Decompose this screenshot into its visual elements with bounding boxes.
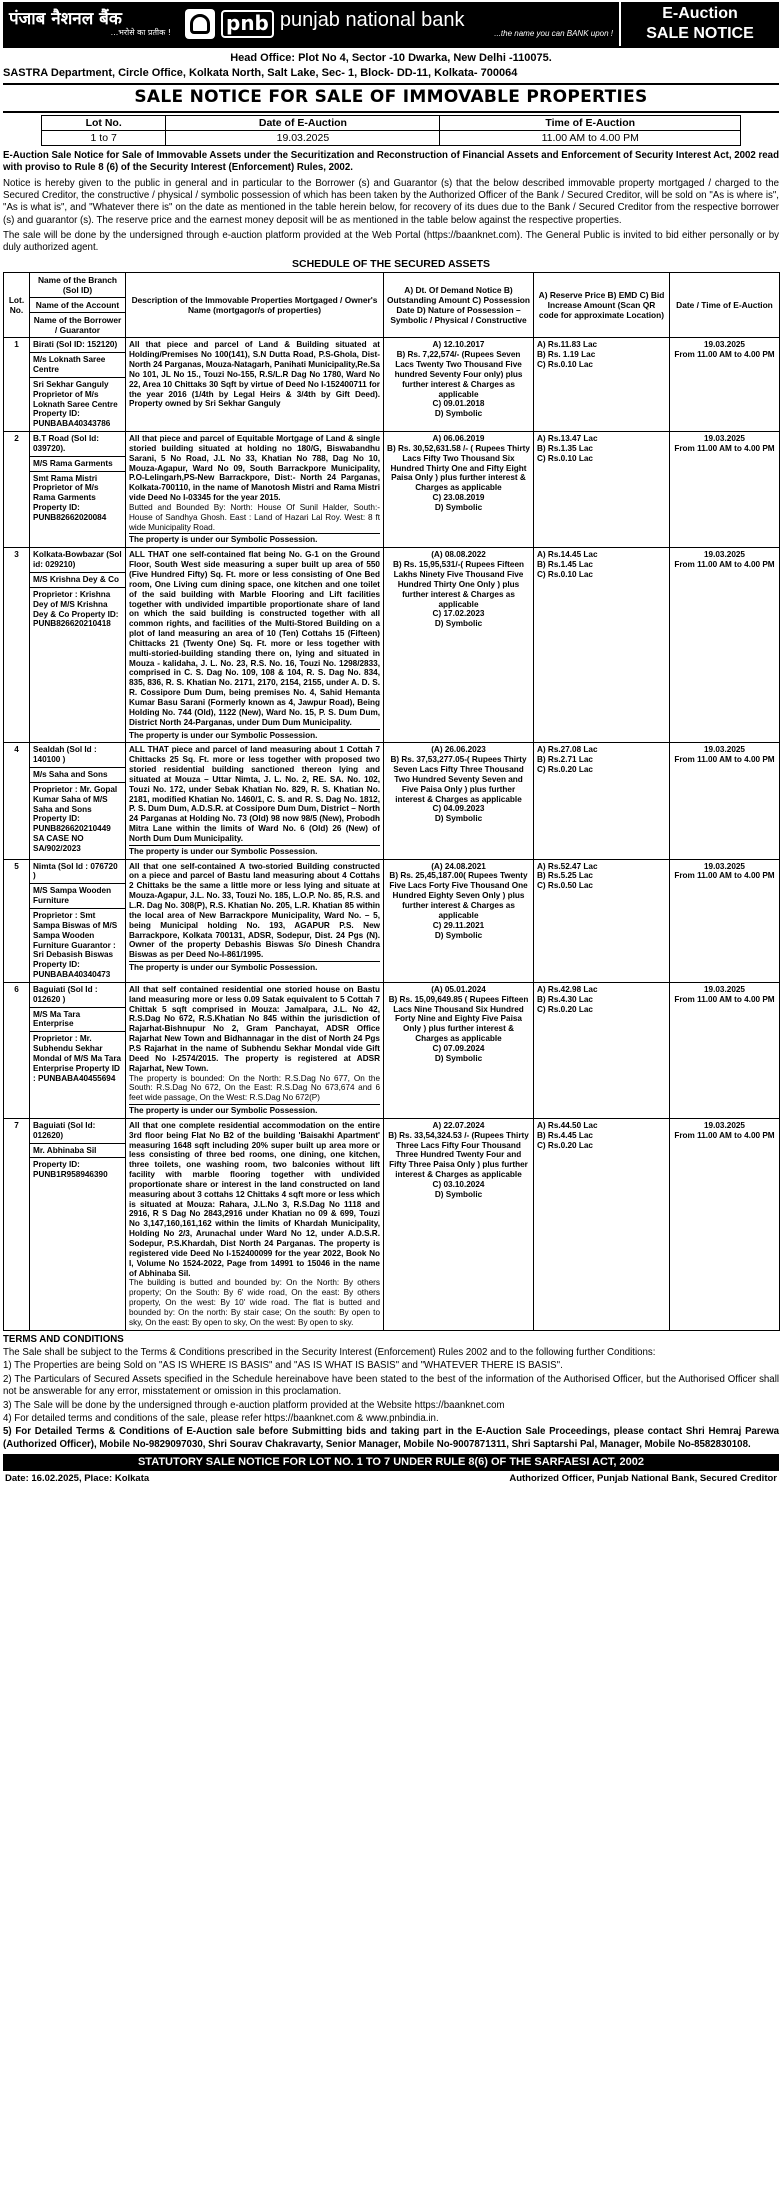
lot-datetime-cell — [670, 859, 780, 982]
lot-demand-line: D) Symbolic — [434, 409, 483, 419]
term-1: 1) The Properties are being Sold on "AS IS WHERE IS BASIS" and "AS IS WHAT IS BASIS" and "WHATEVER THERE IS BASIS". — [3, 1360, 563, 1372]
lot-branch-cell — [30, 338, 126, 432]
lot-demand-cell — [384, 432, 534, 548]
meta-time-value: 11.00 AM to 4.00 PM — [440, 130, 741, 145]
lot-reserve-cell — [534, 743, 670, 859]
lot-datetime-line: From 11.00 AM to 4.00 PM — [674, 443, 775, 453]
lot-reserve-cell — [534, 548, 670, 743]
lots-body — [4, 338, 780, 1330]
lot-demand-line: B) Rs. 37,53,277.05-( Rupees Thirty Seven Lacs Fifty Three Thousand Two Hundred Seventy Seven and Five Paisa Only ) plus further interest & Charges as applicable — [390, 755, 527, 804]
lot-number: 3 — [4, 548, 30, 743]
hindi-name-text: पंजाब नैशनल बैंक — [9, 9, 122, 30]
lot-branch-cell — [30, 982, 126, 1118]
intro-paragraph-3: The sale will be done by the undersigned through e-auction platform provided at the Web Portal (https://baanknet.com). The General Public is invited to bid either personally or by duly authorized agent. — [3, 230, 779, 254]
lot-reserve-line: B) Rs.5.25 Lac — [537, 871, 593, 881]
lot-demand-line: A) 22.07.2024 — [432, 1120, 485, 1130]
lot-branch-line: M/S Sampa Wooden Furniture — [30, 884, 125, 909]
meta-lot-value: 1 to 7 — [42, 130, 166, 145]
lot-datetime-line: 19.03.2025 — [704, 340, 745, 350]
lot-datetime-line: From 11.00 AM to 4.00 PM — [674, 560, 775, 570]
lot-datetime-line: 19.03.2025 — [704, 550, 745, 560]
lot-reserve-line: C) Rs.0.20 Lac — [537, 1004, 593, 1014]
footer-date-place: Date: 16.02.2025, Place: Kolkata — [5, 1473, 150, 1485]
lot-reserve-line: A) Rs.27.08 Lac — [537, 745, 598, 755]
lot-reserve-line: C) Rs.0.10 Lac — [537, 453, 593, 463]
lot-demand-cell — [384, 982, 534, 1118]
lot-demand-line: B) Rs. 33,54,324.53 /- (Rupees Thirty Three Lacs Fifty Four Thousand Three Hundred Twenty Four and Fifty Three Paisa Only ) plus further interest & Charges as applicable — [388, 1130, 529, 1180]
lot-description: All that piece and parcel of Land & Building situated at Holding/Premises No 100(141), S.N Dutta Road, P.S-Ghola, Dist-North 24 Parganas, Mouza-Natagarh, Panihati Municipality,Re.Sa No 101, JL No 15., Touzi No-155, R.S/L.R Dag No 1780, Ward No 22, Area 10 Chittaks 30 Sqft by virtue of Deed No I-152400711 for the year 2016 (1/4th by Legal Heirs & 3/4th by Gift Deed). Property owned by Sri Sekhar Ganguly — [129, 340, 380, 409]
lot-reserve-line: B) Rs.1.45 Lac — [537, 560, 593, 570]
footer — [3, 1471, 779, 1484]
col-account-name: Name of the Account — [30, 298, 125, 313]
head-office-line: Head Office: Plot No 4, Sector -10 Dwarka, New Delhi -110075. — [230, 52, 552, 64]
lot-reserve-cell — [534, 859, 670, 982]
lot-row — [4, 548, 780, 743]
col-branch — [30, 272, 126, 337]
lot-datetime-line: 19.03.2025 — [704, 745, 745, 755]
lot-reserve-line: A) Rs.42.98 Lac — [537, 984, 598, 994]
lot-possession-note: The property is under our Symbolic Possession. — [129, 729, 380, 741]
lot-demand-cell — [384, 338, 534, 432]
lot-description: All that piece and parcel of Equitable Mortgage of Land & single storied building situated at holding no 180/G, Biswabandhu Sarani, 5 No Road, J.L No 33, Khatian No 788, Dag No 10, Mouza-Agapur, Ward No 09, South Barrackpore Municipality, P.O-Lelingarh,PS-New Barrackpore, Dist:- North 24 Parganas, Kolkata-700110, in the name of Manotosh Mistri and Rama Mistri vide Deed No I-03345 for the year 2015. — [129, 434, 380, 503]
lot-description-cell — [126, 743, 384, 859]
lot-boundaries: The building is butted and bounded by: On the North: By others property; On the South: By 6' wide road, On the east: By others property, On the west: By 10' wide road. The flat is butted and bounded by: On the north: By stair case; On the south: By open to sky, On the east: By open to sky, On the west: By open to sky. — [129, 1278, 380, 1327]
lot-datetime-cell — [670, 1118, 780, 1330]
lot-datetime-line: From 11.00 AM to 4.00 PM — [674, 871, 775, 881]
col-description: Description of the Immovable Properties Mortgaged / Owner's Name (mortgagor/s of properties) — [126, 272, 384, 337]
lot-datetime-line: From 11.00 AM to 4.00 PM — [674, 1130, 775, 1140]
lot-branch-cell — [30, 859, 126, 982]
lot-demand-line: D) Symbolic — [434, 930, 483, 940]
schedule-title: SCHEDULE OF THE SECURED ASSETS — [292, 257, 490, 270]
circle-office-line: SASTRA Department, Circle Office, Kolkata North, Salt Lake, Sec- 1, Block- DD-11, Kolkata- 700064 — [3, 66, 518, 79]
lot-reserve-line: C) Rs.0.20 Lac — [537, 765, 593, 775]
lot-demand-line: (A) 26.06.2023 — [431, 745, 486, 755]
lot-description: All that self contained residential one storied house on Bastu land measuring more or less 0.09 Satak equivalent to 5 Cottah 7 Chittak 5 sqft comprised in Mouza: Jamalpara, J.L. No 42, R.S.Dag No 672, R.S.Khatian No 845 within the jurisdiction of Rajarhat-Bishnupur No 2, Gram Panchayat, ADSR Office Rajarhat New Town and Bidhannagar in the dist of North 24 Pgs P.S Rajarhat in the name of Subhendu Sekhar Mondal vide Gift Deed No I-2574/2015. The property is registered at ADSR Rajarhat, New Town. — [129, 984, 380, 1073]
lot-description: All that one complete residential accommodation on the entire 3rd floor being Flat No B2 of the building 'Baisakhi Apartment' measuring 1648 sqft including 20% super built up area more or less consisting of three bed rooms, one dining, one kitchen, three toilets, one washing room, two balconies without lift facility with marble flooring together with undivided proportionate share or interest in the land constructed on land measuring about 3 cottahs 12 Chittaks 4 sqft more or less which is situated at Mouza: Rahara, J.L.No 3, R.S.Dag No 1118 and 2916, R S Dag No 2843,2916 under Khatian no 09 & 699, Touzi No 3,147,160,161,162 within the limits of Khardah Municipality, Holding No 2/3, Arunachal under Ward No 12, under A.D.S.R. Sodepur, P.S.Khardah, Dist North 24 Parganas. The property is registered vide Deed No I-152400099 for the year 2022, Book No I, Volume No 1524-2022, Page from 14991 to 15046 in the name of Abhinaba Sil. — [129, 1120, 380, 1278]
footer-signatory: Authorized Officer, Punjab National Bank, Secured Creditor — [509, 1473, 777, 1485]
term-3: 3) The Sale will be done by the undersigned through e-auction platform provided at the Website https://baanknet.com — [3, 1399, 505, 1411]
lot-branch-line: Sri Sekhar Ganguly Proprietor of M/s Loknath Saree Centre Property ID: PUNBABA40343786 — [33, 379, 118, 429]
lot-demand-line: C) 04.09.2023 — [432, 804, 485, 814]
lot-datetime-cell — [670, 982, 780, 1118]
lot-demand-line: B) Rs. 30,52,631.58 /- ( Rupees Thirty Lacs Fifty Two Thousand Six Hundred Thirty One and Fifty Eight Paisa Only ) plus further interest & Charges as applicable — [387, 443, 530, 493]
lot-branch-line: Kolkata-Bowbazar (Sol id: 029210) — [30, 548, 125, 573]
terms-intro: The Sale shall be subject to the Terms & Conditions prescribed in the Security Interest (Enforcement) Rules 2002 and to the following further Conditions: — [3, 1347, 656, 1359]
lot-datetime-cell — [670, 432, 780, 548]
english-name-text: punjab national bank — [279, 9, 465, 31]
lot-datetime-line: 19.03.2025 — [704, 434, 745, 444]
term-4: 4) For detailed terms and conditions of the sale, please refer https://baanknet.com & www.pnbindia.in. — [3, 1413, 439, 1425]
lot-possession-note: The property is under our Symbolic Possession. — [129, 845, 380, 857]
pnb-logo-text: pnb — [221, 10, 274, 37]
lot-branch-line: Sealdah (Sol Id : 140100 ) — [30, 743, 125, 768]
lot-reserve-line: B) Rs.4.45 Lac — [537, 1130, 593, 1140]
col-demand: A) Dt. Of Demand Notice B) Outstanding Amount C) Possession Date D) Nature of Possession – Symbolic / Physical / Constructive — [384, 272, 534, 337]
lot-branch-cell — [30, 1118, 126, 1330]
lot-branch-line: M/S Rama Garments — [30, 457, 125, 472]
lot-reserve-line: A) Rs.52.47 Lac — [537, 861, 598, 871]
term-5: 5) For Detailed Terms & Conditions of E-Auction sale before Submitting bids and taking part in the E-Auction Sale Proceedings, please contact Shri Hemraj Parewa (Authorized Officer), Mobile No-9829097030, Shri Sourav Chakravarty, Senior Manager, Mobile No-9007871311, Shri Saptarshi Pal, Manager, Mobile No-8582830108. — [3, 1426, 779, 1450]
lot-description-cell — [126, 1118, 384, 1330]
lot-demand-line: C) 09.01.2018 — [432, 399, 485, 409]
secured-assets-table — [3, 272, 780, 1331]
lot-demand-cell — [384, 1118, 534, 1330]
lot-reserve-line: C) Rs.0.10 Lac — [537, 570, 593, 580]
lot-number: 7 — [4, 1118, 30, 1330]
lot-number: 4 — [4, 743, 30, 859]
lot-branch-line: M/S Ma Tara Enterprise — [30, 1008, 125, 1033]
lot-datetime-line: From 11.00 AM to 4.00 PM — [674, 994, 775, 1004]
lot-boundaries: The property is bounded: On the North: R.S.Dag No 677, On the South: R.S.Dag No 672, On the East: R.S.Dag No 673,674 and 6 feet wide passage, On the West: R.S.Dag No 672(P) — [129, 1073, 380, 1103]
lot-demand-line: C) 07.09.2024 — [432, 1043, 485, 1053]
lot-demand-line: D) Symbolic — [434, 1053, 483, 1063]
bank-header — [3, 2, 779, 48]
lot-branch-line: Smt Rama Mistri Proprietor of M/s Rama Garments Property ID: PUNB82662020084 — [33, 473, 107, 522]
lot-possession-note: The property is under our Symbolic Possession. — [129, 533, 380, 545]
lot-branch-line: B.T Road (Sol Id: 039720). — [30, 432, 125, 457]
lot-demand-line: C) 17.02.2023 — [432, 609, 485, 619]
lot-description-cell — [126, 982, 384, 1118]
meta-header-time: Time of E-Auction — [440, 115, 741, 130]
notice-title: SALE NOTICE FOR SALE OF IMMOVABLE PROPERTIES — [3, 83, 779, 113]
lot-datetime-line: 19.03.2025 — [704, 861, 745, 871]
lot-reserve-line: C) Rs.0.20 Lac — [537, 1140, 593, 1150]
lot-demand-cell — [384, 548, 534, 743]
lot-reserve-line: C) Rs.0.50 Lac — [537, 881, 593, 891]
pnb-logo-icon — [185, 9, 215, 39]
lot-datetime-cell — [670, 548, 780, 743]
lot-row — [4, 432, 780, 548]
lot-demand-cell — [384, 743, 534, 859]
lot-reserve-line: A) Rs.13.47 Lac — [537, 434, 598, 444]
lot-demand-line: D) Symbolic — [434, 814, 483, 824]
lot-demand-line: B) Rs. 7,22,574/- (Rupees Seven Lacs Twenty Two Thousand Five hundred Seventy Four only) plus further interest & Charges as applicable — [394, 350, 523, 399]
lot-branch-line: Baguiati (Sol Id: 012620) — [30, 1119, 125, 1144]
office-address — [3, 48, 779, 83]
lot-demand-line: A) 06.06.2019 — [432, 434, 485, 444]
hindi-tagline: ...भरोसे का प्रतीक ! — [110, 27, 171, 37]
intro-paragraph-2: Notice is hereby given to the public in general and in particular to the Borrower (s) and Guarantor (s) that the below described immovable property mortgaged / charged to the Secured Creditor, the constructive / physical / symbolic possession of which has been taken by the Authorized Officer of the Bank / Secured Creditor, will be sold on "As is where is", "As is what is", and "Whatever there is" on the date as mentioned in the table herein below, for recovery of its dues due to the Bank / Secured Creditor from the respective borrower (s) and guarantor (s). The reserve price and the earnest money deposit will be as mentioned in the table below against the respective properties. — [3, 177, 779, 226]
intro-paragraph-1: E-Auction Sale Notice for Sale of Immovable Assets under the Securitization and Reconstruction of Financial Assets and Enforcement of Security Interest Act, 2002 read with proviso to Rule 8 (6) of the Security Interest (Enforcement) Rules, 2002. — [3, 150, 779, 174]
lot-demand-line: D) Symbolic — [434, 1189, 483, 1199]
lot-reserve-line: B) Rs.4.30 Lac — [537, 994, 593, 1004]
lot-reserve-line: B) Rs.1.35 Lac — [537, 443, 593, 453]
lot-branch-line: Proprietor : Smt Sampa Biswas of M/S Sampa Wooden Furniture Guarantor : Sri Debasish Biswas Property ID: PUNBABA40340473 — [33, 911, 118, 980]
lot-boundaries: Butted and Bounded By: North: House Of Sunil Halder, South:- House of Sandhya Ghosh. East : Land of Hazari Lal Roy. West: 8 ft wide Municipality Road. — [129, 502, 380, 532]
col-branch-name: Name of the Branch (Sol ID) — [30, 273, 125, 298]
lot-branch-line: Property ID: PUNB1R958946390 — [33, 1160, 108, 1180]
lot-demand-line: C) 23.08.2019 — [432, 493, 485, 503]
lot-branch-line: Nimta (Sol Id : 076720 ) — [30, 860, 125, 885]
lot-reserve-line: B) Rs. 1.19 Lac — [537, 350, 596, 360]
lot-number: 6 — [4, 982, 30, 1118]
col-reserve: A) Reserve Price B) EMD C) Bid Increase Amount (Scan QR code for approximate Location) — [534, 272, 670, 337]
lot-reserve-cell — [534, 982, 670, 1118]
lot-possession-note: The property is under our Symbolic Possession. — [129, 1104, 380, 1116]
col-lot: Lot. No. — [4, 272, 30, 337]
lot-datetime-line: 19.03.2025 — [704, 1120, 745, 1130]
lot-row — [4, 982, 780, 1118]
lot-description: ALL THAT piece and parcel of land measuring about 1 Cottah 7 Chittacks 25 Sq. Ft. more or less together with proposed two storied residential building sanctioned thereon lying and situated at Mouza – Uttar Nimta, J. L. No. 2, RE. SA. No. 102, Touzi No. 172, under Sebak Khatian No. 829, R. S. Khatian No. 2181, modified Khatian No. 1460/1, C. S. and R. S. Dag No. 1812, P. S. Dum Dum, A.D.S.R. at Cossipore Dum Dum, District – North 24 Parganas at Holding No. 73 (Old) 98 now 98/5 (New), Probodh Mitra Lane within the limits of Ward No. 6 (Old) 26 (New) of North Dum Dum Municipality. — [129, 745, 380, 843]
lot-datetime-line: 19.03.2025 — [704, 984, 745, 994]
lot-branch-cell — [30, 548, 126, 743]
lot-description-cell — [126, 859, 384, 982]
lot-description: All that one self-contained A two-storied Building constructed on a piece and parcel of Bastu land measuring about 4 Cottahs 2 Chittaks be the same a little more or less lying and situate at Mouza-Agapur, J.L. No. 33, Touzi No. 185, L.O.P. No. 85, R.S. and L.R. Dag No. 308(P), R.S. Khatian No. 205, L.R. Khatian 85 within the local area of New Barrackpore Municipality, Ward No. – 5, being Municipal holding No. 193, AGAPUR P.S. New Barrackpore, Kolkata 700131, ADSR, Sodepur, Dist. 24 Pgs (N). Owner of the property Debashis Biswas S/o Dinesh Chandra Biswas as per Deed No-I-861/1995. — [129, 861, 380, 960]
lot-datetime-cell — [670, 338, 780, 432]
lot-possession-note: The property is under our Symbolic Possession. — [129, 961, 380, 973]
lot-row — [4, 1118, 780, 1330]
lot-branch-cell — [30, 743, 126, 859]
lot-datetime-line: From 11.00 AM to 4.00 PM — [674, 350, 775, 360]
lot-datetime-line: From 11.00 AM to 4.00 PM — [674, 755, 775, 765]
lot-number: 1 — [4, 338, 30, 432]
lot-branch-line: M/s Loknath Saree Centre — [30, 353, 125, 378]
lot-number: 2 — [4, 432, 30, 548]
lot-branch-line: Mr. Abhinaba Sil — [30, 1144, 125, 1159]
lot-reserve-cell — [534, 432, 670, 548]
bank-brand — [3, 2, 619, 46]
lot-demand-line: (A) 05.01.2024 — [431, 984, 486, 994]
lot-demand-line: D) Symbolic — [434, 619, 483, 629]
lot-branch-line: M/s Saha and Sons — [30, 768, 125, 783]
lot-row — [4, 859, 780, 982]
lot-description-cell — [126, 432, 384, 548]
term-2: 2) The Particulars of Secured Assets specified in the Schedule hereinabove have been stated to the best of the information of the Authorised Officer, but the Authorised Officer shall not be answerable for any error, misstatement or omission in this proclamation. — [3, 1373, 779, 1398]
statutory-banner: STATUTORY SALE NOTICE FOR LOT NO. 1 TO 7 UNDER RULE 8(6) OF THE SARFAESI ACT, 2002 — [3, 1454, 779, 1471]
lot-demand-line: (A) 08.08.2022 — [431, 550, 486, 560]
lot-demand-line: B) Rs. 15,09,649.85 ( Rupees Fifteen Lacs Nine Thousand Six Hundred Forty Nine and Eighty Five Paisa Only ) plus further interest & Charges as applicable — [388, 994, 529, 1044]
english-bank-name — [280, 10, 613, 38]
lot-demand-line: (A) 24.08.2021 — [431, 861, 486, 871]
meta-date-value: 19.03.2025 — [166, 130, 440, 145]
lot-branch-line: Birati (Sol ID: 152120) — [30, 338, 125, 353]
lot-demand-cell — [384, 859, 534, 982]
lot-description-cell — [126, 338, 384, 432]
lot-branch-line: Proprietor : Mr. Gopal Kumar Saha of M/S Saha and Sons Property ID: PUNB826620210449 SA CASE NO SA/902/2023 — [33, 784, 118, 853]
lot-branch-line: M/S Krishna Dey & Co — [30, 573, 125, 588]
col-borrower-name: Name of the Borrower / Guarantor — [33, 315, 122, 336]
lot-number: 5 — [4, 859, 30, 982]
meta-header-date: Date of E-Auction — [166, 115, 440, 130]
lot-reserve-cell — [534, 1118, 670, 1330]
intro-text — [3, 150, 779, 255]
lot-demand-line: B) Rs. 25,45,187.00( Rupees Twenty Five Lacs Forty Five Thousand One Hundred Eighty Seven Only ) plus further interest & Charges as applicable — [389, 871, 528, 920]
lot-row — [4, 338, 780, 432]
notice-type-box — [619, 2, 779, 46]
e-auction-label: E-Auction — [662, 5, 738, 22]
lot-branch-line: Proprietor : Mr. Subhendu Sekhar Mondal of M/S Ma Tara Enterprise Property ID : PUNBABA40455694 — [33, 1034, 122, 1083]
lot-demand-line: B) Rs. 15,95,531/-( Rupees Fifteen Lakhs Ninety Five Thousand Five Hundred Thirty One Only ) plus further interest & Charges as applicable — [392, 560, 525, 609]
lot-branch-cell — [30, 432, 126, 548]
lot-demand-line: A) 12.10.2017 — [432, 340, 485, 350]
lot-description: ALL THAT one self-contained flat being No. G-1 on the Ground Floor, South West side measuring a super built up area of 550 (Five Hundred Fifty) Sq. Ft. more or less consisting of One Bed room, One Living cum dining space, one kitchen and one toilet of the said building with Marble Flooring and Lift facilities together with undivided impartible proportionate share of land on which the said building is constructed together with all common rights, and facilities of the Multi-Stored Building on a plot of land measuring an area of 10 (Ten) Cottahs 15 (Fifteen) Chittacks 21 (Twenty One) Sq. Ft. more or less together with multi-storied-building standing there on, lying and situated in Mouza - kalidaha, J. L. No. 23, R.S. No. 16, Touzi No. 1298/2833, comprised in C. S. Dag No. 109, 108 & 104, R. S. Dag No. 834, 835, 836, R. S. Khatian No. 2171, 2170, 2154, 2155, under A. D. S. R. Cossipore Dum Dum, being premises No. 4, Sahid Hemanta Kumar Basu Sarani (Formerly known as 4, Jawpur Road), Being Holding No. 744 (Old), 1122 (New), Ward No. 15, P. S. Dum Dum, District North 24-Parganas, under Dum Dum Municipality. — [129, 550, 380, 727]
auction-meta-table — [41, 115, 741, 147]
lot-description-cell — [126, 548, 384, 743]
hindi-bank-name — [9, 10, 179, 37]
lot-reserve-line: A) Rs.14.45 Lac — [537, 550, 598, 560]
lot-branch-line: Proprietor : Krishna Dey of M/S Krishna Dey & Co Property ID: PUNB826620210418 — [33, 589, 119, 629]
lot-reserve-line: B) Rs.2.71 Lac — [537, 755, 593, 765]
sale-notice-label: SALE NOTICE — [646, 25, 754, 42]
col-datetime: Date / Time of E-Auction — [670, 272, 780, 337]
lot-reserve-line: A) Rs.44.50 Lac — [537, 1120, 598, 1130]
lot-demand-line: C) 29.11.2021 — [432, 920, 485, 930]
terms-section — [3, 1334, 779, 1452]
english-tagline: ...the name you can BANK upon ! — [494, 29, 613, 38]
lot-reserve-line: A) Rs.11.83 Lac — [537, 340, 598, 350]
lot-datetime-cell — [670, 743, 780, 859]
terms-heading: TERMS AND CONDITIONS — [3, 1333, 124, 1345]
lot-demand-line: C) 03.10.2024 — [432, 1179, 485, 1189]
lot-demand-line: D) Symbolic — [434, 502, 483, 512]
lot-reserve-cell — [534, 338, 670, 432]
lot-reserve-line: C) Rs.0.10 Lac — [537, 359, 593, 369]
lot-row — [4, 743, 780, 859]
lot-branch-line: Baguiati (Sol Id : 012620 ) — [30, 983, 125, 1008]
meta-header-lot: Lot No. — [42, 115, 166, 130]
